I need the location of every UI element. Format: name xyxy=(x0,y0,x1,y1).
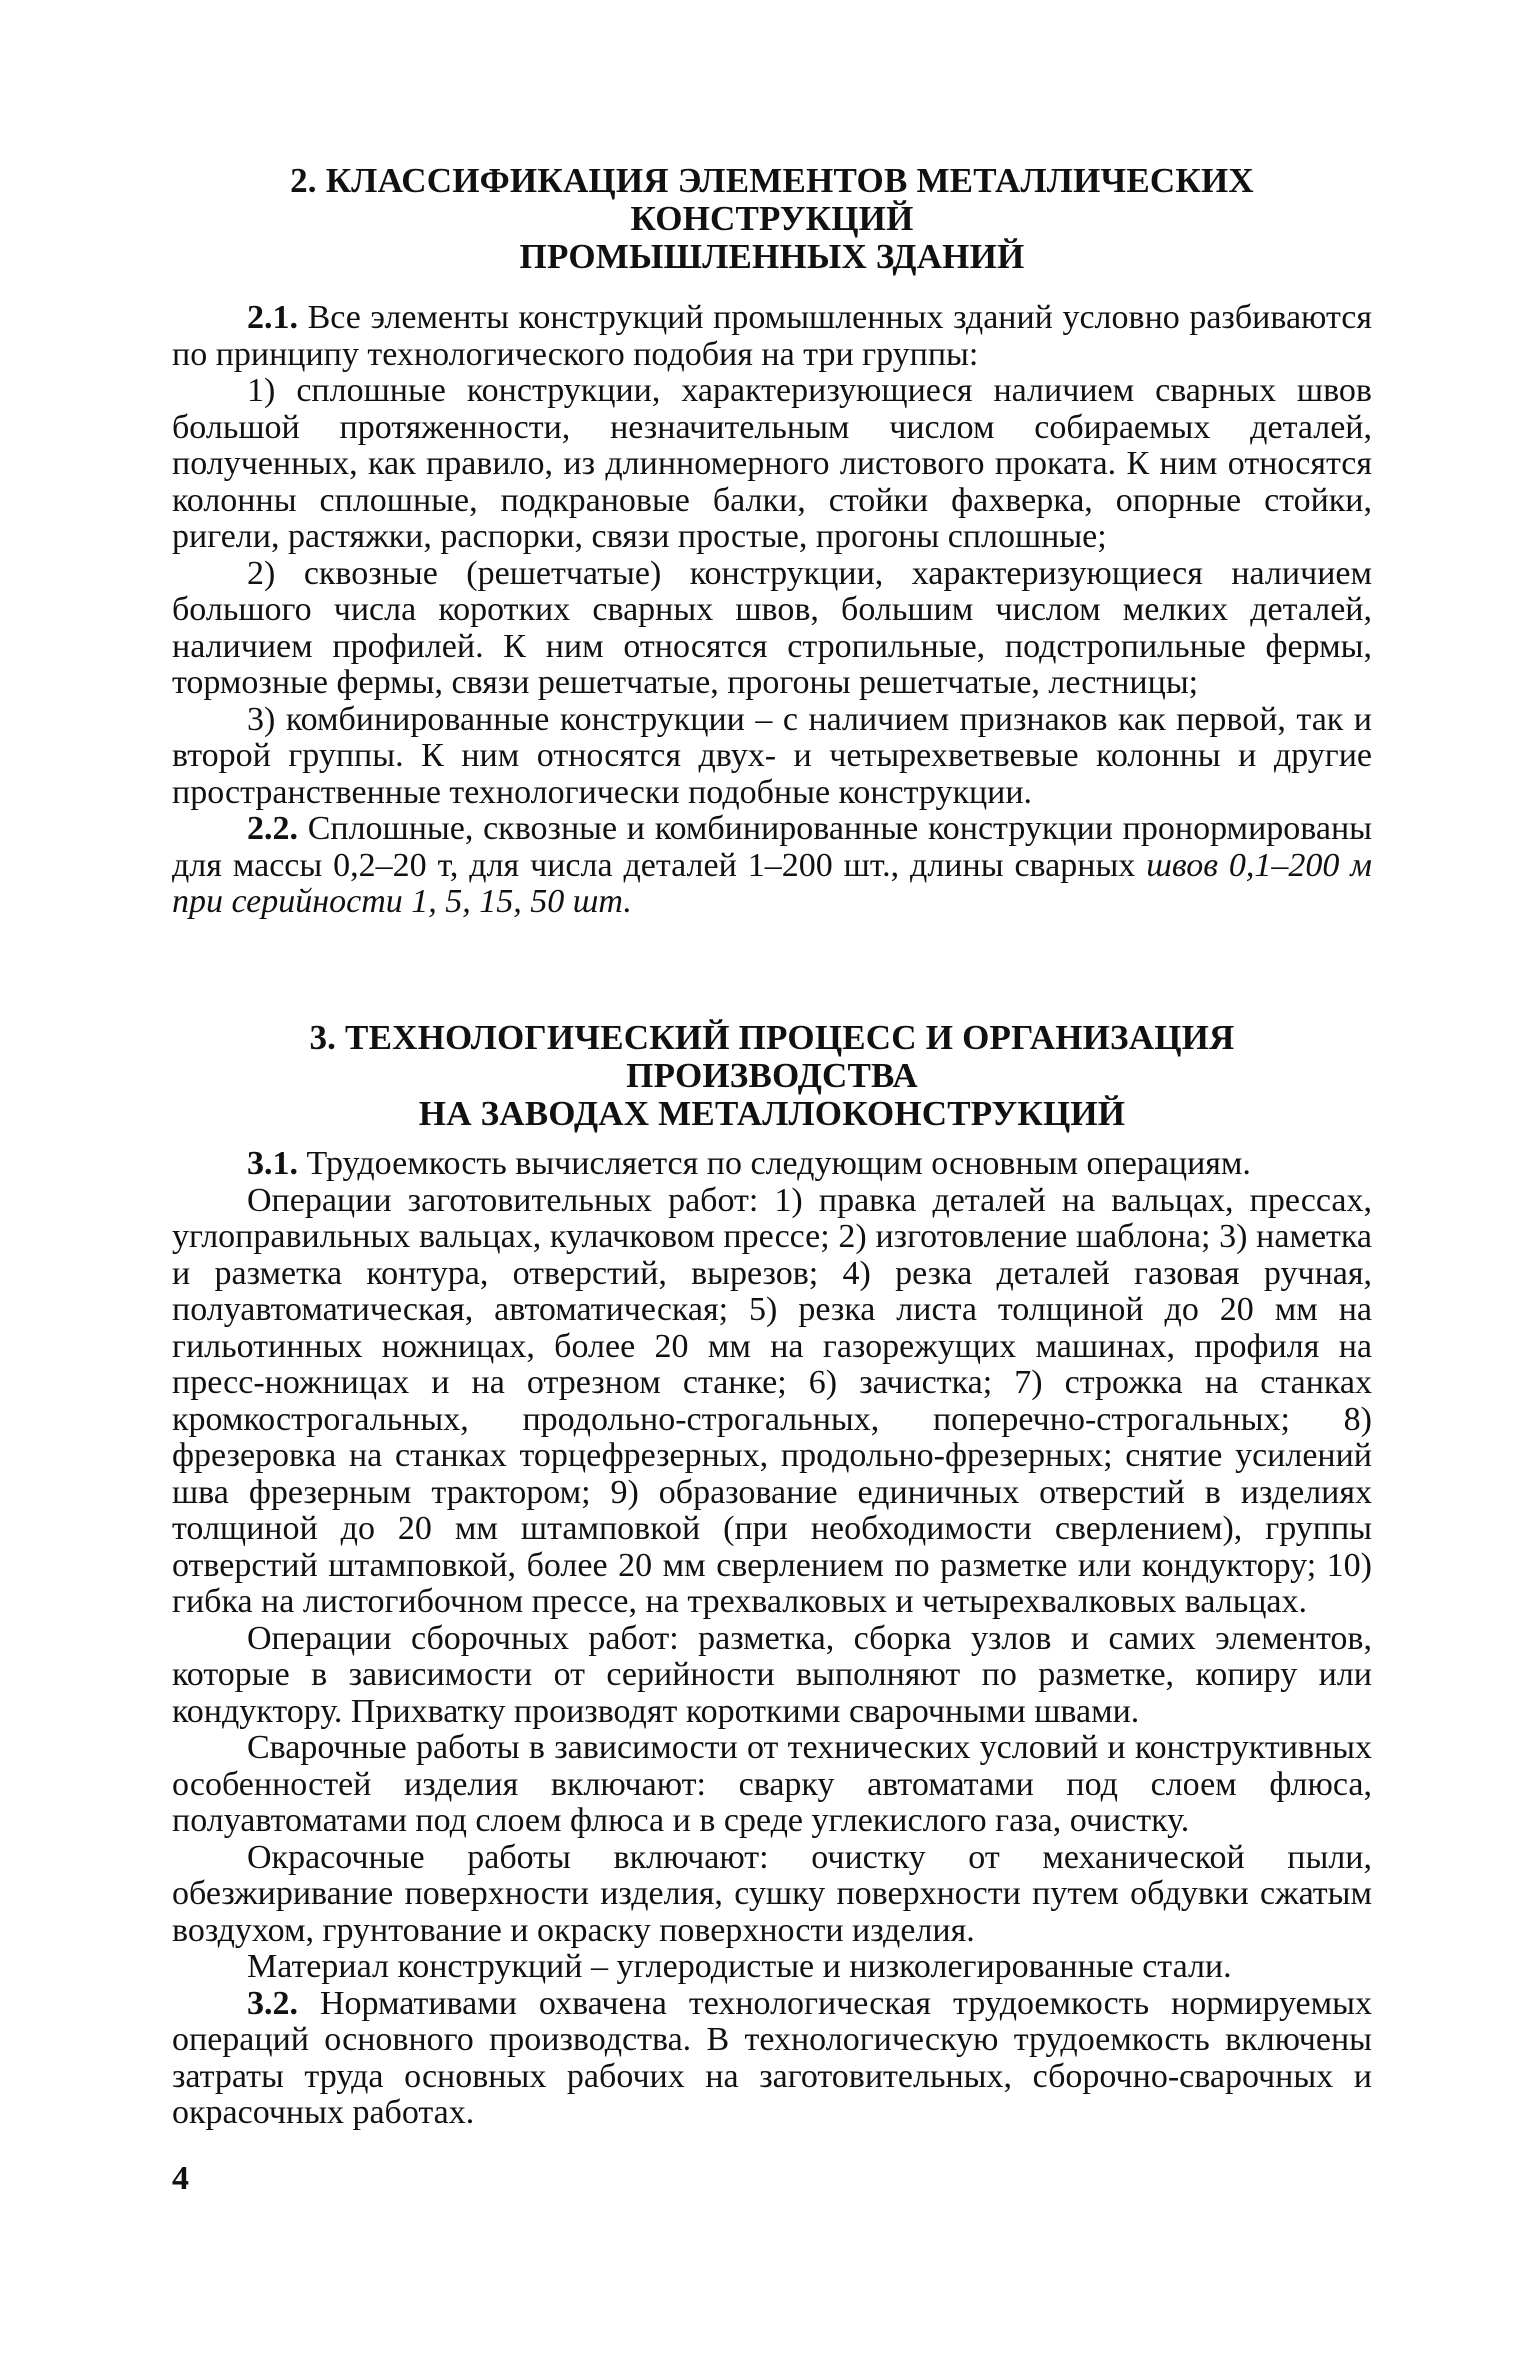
section-2-title xyxy=(172,162,1372,276)
paragraph-welding-operations: Сварочные работы в зависимости от технических условий и конструктивных особенностей изделия включают: сварку автоматами под слоем флюса, полуавтоматами под слоем флюса и в среде углекислого газа, очистку. xyxy=(172,1729,1372,1839)
paragraph-2-2-text: Сплошные, сквозные и комбинированные конструкции пронормированы для массы 0,2–20 т, для числа деталей 1–200 шт., длины сварных xyxy=(172,810,1373,884)
paragraph-preparation-operations: Операции заготовительных работ: 1) правка деталей на вальцах, прессах, углоправильных вальцах, кулачковом прессе; 2) изготовление шаблона; 3) наметка и разметка контура, отверстий, вырезов; 4) резка деталей газовая ручная, полуавтоматическая, автоматическая; 5) резка листа толщиной до 20 мм на гильотинных ножницах, более 20 мм на газорежущих машинах, профиля на пресс-ножницах и на отрезном станке; 6) зачистка; 7) строжка на станках кромкострогальных, продольно-строгальных, поперечно-строгальных; 8) фрезеровка на станках торцефрезерных, продольно-фрезерных; снятие усилений шва фрезерным трактором; 9) образование единичных отверстий в изделиях толщиной до 20 мм штамповкой (при необходимости сверлением), группы отверстий штамповкой, более 20 мм сверлением по разметке или кондуктору; 10) гибка на листогибочном прессе, на трехвалковых и четырехвалковых вальцах. xyxy=(172,1181,1372,1620)
section-2-heading xyxy=(172,162,1372,276)
section-3-heading xyxy=(172,1019,1372,1133)
paragraph-3-2 xyxy=(172,1986,1372,2132)
paragraph-2-2-italic-text: швов 0,1–200 м при серийности 1, 5, 15, 50 шт. xyxy=(172,846,1372,920)
clause-number-3-1: 3.1. xyxy=(247,1145,298,1182)
paragraph-assembly-operations: Операции сборочных работ: разметка, сборка узлов и самих элементов, которые в зависимости от серийности выполняют по разметке, копиру или кондуктору. Прихватку производят короткими сварочными швами. xyxy=(172,1619,1372,1730)
paragraph-3-1-text: Трудоемкость вычисляется по следующим основным операциям. xyxy=(306,1145,1251,1182)
paragraph-group-3: 3) комбинированные конструкции – с наличием признаков как первой, так и второй группы. К ним относятся двух- и четырехветвевые колонны и другие пространственные технологически подобные конструкции. xyxy=(172,700,1372,811)
clause-number-3-2: 3.2. xyxy=(247,1984,298,2022)
section-3-title-line-1: 3. ТЕХНОЛОГИЧЕСКИЙ ПРОЦЕСС И ОРГАНИЗАЦИЯ ПРОИЗВОДСТВА xyxy=(309,1018,1235,1095)
section-3-title xyxy=(172,1019,1372,1133)
section-2-title-line-1: 2. КЛАССИФИКАЦИЯ ЭЛЕМЕНТОВ МЕТАЛЛИЧЕСКИХ КОНСТРУКЦИЙ xyxy=(290,161,1254,238)
paragraph-2-1-text: Все элементы конструкций промышленных зданий условно разбиваются по принципу технологического подобия на три группы: xyxy=(172,299,1373,373)
clause-number-2-2: 2.2. xyxy=(247,810,298,847)
paragraph-material: Материал конструкций – углеродистые и низколегированные стали. xyxy=(247,1948,1232,1985)
paragraph-2-2 xyxy=(172,811,1372,921)
paragraph-2-1 xyxy=(172,300,1372,373)
section-3-body xyxy=(172,1146,1372,2132)
paragraph-group-2: 2) сквозные (решетчатые) конструкции, характеризующиеся наличием большого числа коротких сварных швов, большим числом мелких деталей, наличием профилей. К ним относятся стропильные, подстропильные фермы, тормозные фермы, связи решетчатые, прогоны решетчатые, лестницы; xyxy=(172,554,1372,701)
section-3-title-line-2: НА ЗАВОДАХ МЕТАЛЛОКОНСТРУКЦИЙ xyxy=(418,1094,1126,1133)
paragraph-3-1 xyxy=(172,1146,1372,1183)
paragraph-painting-operations: Окрасочные работы включают: очистку от механической пыли, обезжиривание поверхности изделия, сушку поверхности путем обдувки сжатым воздухом, грунтование и окраску поверхности изделия. xyxy=(172,1838,1372,1949)
section-2-title-line-2: ПРОМЫШЛЕННЫХ ЗДАНИЙ xyxy=(519,237,1025,276)
paragraph-group-1: 1) сплошные конструкции, характеризующиеся наличием сварных швов большой протяженности, незначительным числом собираемых деталей, полученных, как правило, из длинномерного листового проката. К ним относятся колонны сплошные, подкрановые балки, стойки фахверка, опорные стойки, ригели, растяжки, распорки, связи простые, прогоны сплошные; xyxy=(172,372,1372,555)
clause-number-2-1: 2.1. xyxy=(247,299,298,336)
paragraph-3-2-text: Нормативами охвачена технологическая трудоемкость нормируемых операций основного производства. В технологическую трудоемкость включены затраты труда основных рабочих на заготовительных, сборочно-сварочных и окрасочных работах. xyxy=(172,1984,1373,2131)
page-number: 4 xyxy=(172,2160,189,2197)
section-2-body xyxy=(172,300,1372,921)
